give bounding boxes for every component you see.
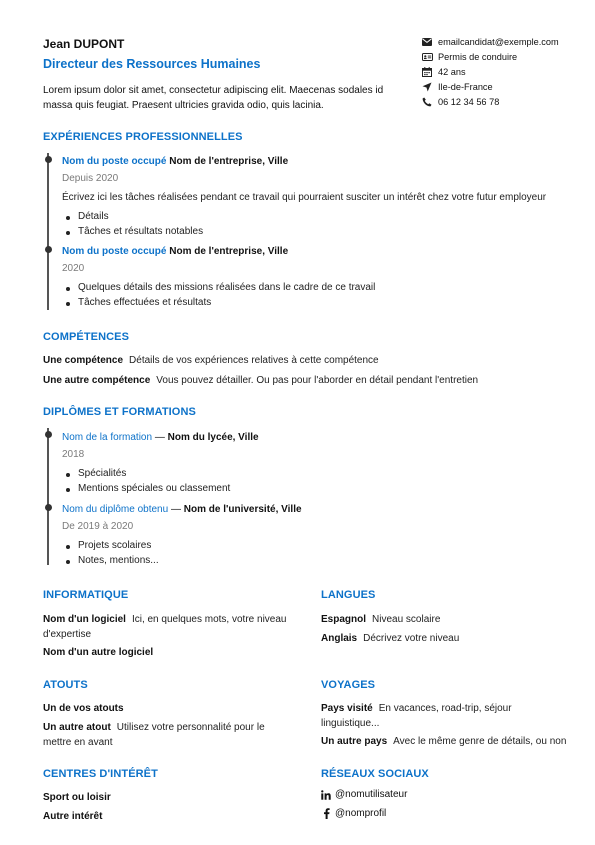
calendar-icon <box>421 66 433 78</box>
experience-position: Nom du poste occupé <box>62 246 167 257</box>
travel-item <box>321 701 521 731</box>
language-level: Décrivez votre niveau <box>363 633 460 644</box>
travel-country: Pays visité <box>321 703 373 714</box>
candidate-name: Jean DUPONT <box>43 37 125 51</box>
asset-item <box>43 701 293 716</box>
job-title: Directeur des Ressources Humaines <box>43 57 261 71</box>
education-heading <box>62 502 562 517</box>
education-separator: — <box>168 504 184 515</box>
contact-phone[interactable] <box>421 94 581 109</box>
experience-date: Depuis 2020 <box>62 173 119 184</box>
software-item <box>43 612 293 642</box>
section-title-education: DIPLÔMES ET FORMATIONS <box>43 406 196 418</box>
education-separator: — <box>152 432 168 443</box>
skill-item <box>43 353 563 368</box>
travel-item <box>321 734 581 749</box>
contact-license <box>421 49 581 64</box>
skill-detail: Détails de vos expériences relatives à cette compétence <box>129 355 379 366</box>
list-item: Spécialités <box>62 467 562 482</box>
travel-detail: Avec le même genre de détails, ou non <box>393 736 567 747</box>
list-item: Quelques détails des missions réalisées dans le cadre de ce travail <box>62 281 562 296</box>
section-title-social: RÉSEAUX SOCIAUX <box>321 768 429 780</box>
id-card-icon <box>421 51 433 63</box>
interest-item <box>43 790 117 805</box>
timeline-dot <box>45 504 52 511</box>
education-bullets <box>62 467 562 496</box>
experience-company: Nom de l'entreprise, Ville <box>169 246 289 257</box>
skill-name: Une compétence <box>43 355 124 366</box>
experience-company: Nom de l'entreprise, Ville <box>169 156 289 167</box>
skill-detail: Vous pouvez détailler. Ou pas pour l'aborder en détail pendant l'entretien <box>156 375 479 386</box>
interest-name: Sport ou loisir <box>43 792 111 803</box>
profile-summary: Lorem ipsum dolor sit amet, consectetur adipiscing elit. Maecenas sodales id massa quis feugiat. Praesent ultricies gravida odio, quis lacinia. <box>43 85 384 111</box>
experience-entry <box>62 244 562 310</box>
section-title-languages: LANGUES <box>321 589 376 601</box>
contact-block <box>421 34 581 109</box>
software-name: Nom d'un autre logiciel <box>43 647 154 658</box>
section-title-experiences: EXPÉRIENCES PROFESSIONNELLES <box>43 131 243 143</box>
list-item: Tâches effectuées et résultats <box>62 296 562 311</box>
education-school: Nom du lycée, Ville <box>167 432 259 443</box>
education-entry <box>62 502 562 568</box>
section-title-travel: VOYAGES <box>321 679 376 691</box>
timeline-dot <box>45 246 52 253</box>
asset-detail: Utilisez votre personnalité pour le mettre en avant <box>43 722 265 748</box>
experience-heading <box>62 154 562 169</box>
social-handle: @nomutilisateur <box>335 789 408 800</box>
timeline-dot <box>45 431 52 438</box>
timeline-dot <box>45 156 52 163</box>
experience-bullets <box>62 281 562 310</box>
skill-item <box>43 373 563 388</box>
asset-name: Un de vos atouts <box>43 703 124 714</box>
experience-position: Nom du poste occupé <box>62 156 167 167</box>
envelope-icon <box>421 36 433 48</box>
experience-bullets <box>62 210 562 239</box>
phone-icon <box>421 96 433 108</box>
interest-item <box>43 809 108 824</box>
contact-email-text: emailcandidat@exemple.com <box>438 36 559 47</box>
experience-heading <box>62 244 562 259</box>
contact-location <box>421 79 581 94</box>
contact-age <box>421 64 581 79</box>
experience-entry <box>62 154 562 239</box>
experience-description: Écrivez ici les tâches réalisées pendant ce travail qui pourraient susciter un intérêt chez votre futur employeur <box>62 192 547 203</box>
linkedin-icon <box>321 790 331 800</box>
experience-date: 2020 <box>62 263 85 274</box>
list-item: Notes, mentions... <box>62 554 562 569</box>
list-item: Tâches et résultats notables <box>62 225 562 240</box>
education-degree: Nom du diplôme obtenu <box>62 504 169 515</box>
software-name: Nom d'un logiciel <box>43 614 126 625</box>
contact-age-text: 42 ans <box>438 66 466 77</box>
travel-country: Un autre pays <box>321 736 388 747</box>
language-item <box>321 631 561 646</box>
list-item: Détails <box>62 210 562 225</box>
interest-name: Autre intérêt <box>43 811 103 822</box>
section-title-computing: INFORMATIQUE <box>43 589 129 601</box>
education-entry <box>62 430 562 496</box>
contact-phone-text: 06 12 34 56 78 <box>438 96 500 107</box>
asset-item <box>43 720 283 750</box>
section-title-interests: CENTRES D'INTÉRÊT <box>43 768 158 780</box>
asset-name: Un autre atout <box>43 722 111 733</box>
education-degree: Nom de la formation <box>62 432 153 443</box>
education-date: De 2019 à 2020 <box>62 521 134 532</box>
section-title-assets: ATOUTS <box>43 679 88 691</box>
contact-email[interactable] <box>421 34 581 49</box>
skill-name: Une autre compétence <box>43 375 151 386</box>
location-arrow-icon <box>421 81 433 93</box>
list-item: Mentions spéciales ou classement <box>62 482 562 497</box>
list-item: Projets scolaires <box>62 539 562 554</box>
social-facebook[interactable] <box>321 808 386 819</box>
education-heading <box>62 430 562 445</box>
education-timeline <box>47 428 49 565</box>
software-item <box>43 645 293 660</box>
education-bullets <box>62 539 562 568</box>
language-name: Anglais <box>321 633 358 644</box>
experience-timeline <box>47 153 49 310</box>
education-date: 2018 <box>62 449 85 460</box>
section-title-skills: COMPÉTENCES <box>43 331 130 343</box>
software-detail: Ici, en quelques mots, votre niveau d'expertise <box>43 614 287 640</box>
language-level: Niveau scolaire <box>372 614 441 625</box>
facebook-icon <box>321 809 331 819</box>
contact-location-text: Ile-de-France <box>438 81 493 92</box>
travel-detail: En vacances, road-trip, séjour linguistique... <box>321 703 512 729</box>
language-item <box>321 612 561 627</box>
social-handle: @nomprofil <box>335 808 387 819</box>
contact-license-text: Permis de conduire <box>438 51 518 62</box>
social-linkedin[interactable] <box>321 789 407 800</box>
language-name: Espagnol <box>321 614 367 625</box>
education-school: Nom de l'université, Ville <box>183 504 302 515</box>
